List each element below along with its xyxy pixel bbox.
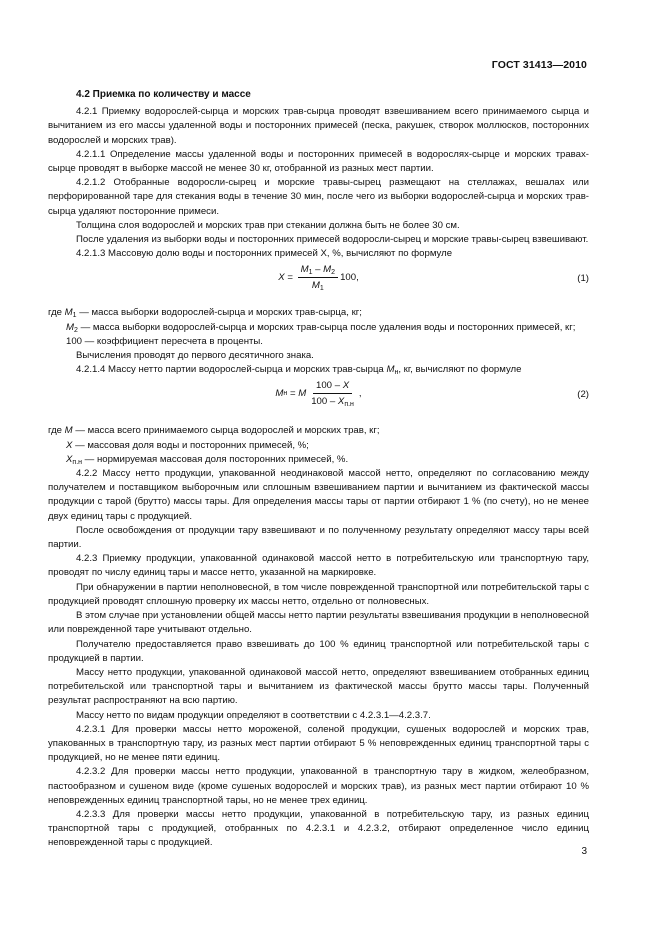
section-title: 4.2 Приемка по количеству и массе	[76, 89, 251, 100]
paragraph-4-2-3: 4.2.3 Приемку продукции, упакованной одинаковой массой нетто в потребительскую или транспортную тару, проводят по числу единиц тары и массе нетто, указанной на маркировке.	[48, 553, 589, 579]
formula-1-denominator: $M_1$	[311, 280, 324, 293]
paragraph-4-2-1-4: 4.2.1.4 Массу нетто партии водорослей-сырца и морских трав-сырца $M_н$, кг, вычисляют по формуле	[76, 364, 522, 377]
page-number: 3	[581, 846, 587, 857]
paragraph-tare-weighing: После освобождения от продукции тару взвешивают и по полученному результату определяют массу тары всей партии.	[48, 524, 589, 551]
paragraph-receiver-right: Получателю предоставляется право взвешивать до 100 % единиц транспортной или потребительской тары с продукцией в партии.	[48, 638, 589, 664]
document-header-code: ГОСТ 31413—2010	[491, 59, 587, 71]
paragraph-4-2-1-1: 4.2.1.1 Определение массы удаленной воды и посторонних примесей в водорослях-сырце и морских травах-сырце проводят в выборке массой не менее 30 кг, отобранной из разных мест партии.	[48, 148, 589, 175]
formula-2-eq: =	[289, 387, 296, 399]
where-100: 100 — коэффициент пересчета в проценты.	[66, 335, 263, 347]
document-body	[48, 88, 589, 851]
paragraph-4-2-2: 4.2.2 Массу нетто продукции, упакованной неодинаковой массой нетто, определяют по согласованию между получателем и поставщиком выборочным или сплошным взвешиванием партии и вычитанием из фактической массы продукции с тарой (брутто) массы тары. Для определения массы тары от партии отбирают 1 % (по счету), но не менее двух единиц тары с продукцией.	[48, 468, 589, 522]
where-m2: $M_2$ — масса выборки водорослей-сырца и морских трав-сырца после удаления воды и посторонних примесей, кг;	[66, 321, 576, 334]
formula-2-m: M	[298, 387, 307, 399]
paragraph-4-2-1-2: 4.2.1.2 Отобранные водоросли-сырец и морские травы-сырец размещают на стеллажах, вешалах или перфорированной таре для стекания воды в течение 30 мин, после чего из выборки водорослей-сырца и морских трав-сырца удаляют посторонние примеси.	[48, 177, 589, 217]
where-x: X — массовая доля воды и посторонних примесей, %;	[66, 439, 309, 451]
formula-1-eq: =	[287, 271, 293, 283]
formula-1-multiplier: 100,	[340, 271, 359, 283]
paragraph-4-2-1-3: 4.2.1.3 Массовую долю воды и посторонних примесей X, %, вычисляют по формуле	[76, 248, 453, 260]
paragraph-layer-thickness: Толщина слоя водорослей и морских трав при стекании должна быть не более 30 см.	[76, 219, 460, 231]
formula-2-tail: ,	[358, 387, 362, 399]
paragraph-separate-account: В этом случае при установлении общей массы нетто партии результаты взвешивания продукции в неполновесной или поврежденной таре учитывают отдельно.	[48, 610, 589, 636]
paragraph-after-removal: После удаления из выборки воды и посторонних примесей водоросли-сырец и морские травы-сырец взвешивают.	[76, 234, 589, 246]
where-m1: где $M_1$ — масса выборки водорослей-сырца и морских трав-сырца, кг;	[48, 307, 362, 320]
where-xpn: $X_{п.н}$ — нормируемая массовая доля посторонних примесей, %.	[66, 453, 349, 466]
formula-1	[48, 263, 589, 303]
formula-2-fraction	[308, 379, 357, 408]
formula-2-denominator: $100 - X_{п.н}$	[311, 396, 354, 409]
formula-2: M н = M $\frac{100 - X}{100 - X_{п.н}}$ , (2)	[275, 380, 589, 409]
calc-note: Вычисления проводят до первого десятичного знака.	[76, 350, 314, 362]
formula-1-lhs: X	[278, 271, 285, 283]
where-m: где M — масса всего принимаемого сырца водорослей и морских трав, кг;	[48, 425, 380, 437]
formula-1-number: (1)	[577, 273, 589, 285]
formula-1-fraction	[298, 263, 338, 292]
formula-2-numerator: 100 – X	[313, 379, 352, 394]
paragraph-4-2-3-1: 4.2.3.1 Для проверки массы нетто мороженой, соленой продукции, сушеных водорослей и морских трав, упакованных в транспортную тару, из разных мест партии отбирают 5 % неповрежденных единиц транспортной тары с продукцией, но не менее пяти единиц.	[48, 723, 589, 764]
formula-1-numerator: $M_1 - M_2$	[298, 263, 338, 278]
paragraph-4-2-1: 4.2.1 Приемку водорослей-сырца и морских трав-сырца проводят взвешиванием всего принимаемого сырца и вычитанием из его массы удаленной воды и посторонних примесей (песка, ракушек, створок моллюсков, посторонних водорослей и морских трав).	[48, 106, 589, 146]
paragraph-by-type: Массу нетто по видам продукции определяют в соответствии с 4.2.3.1—4.2.3.7.	[76, 709, 431, 721]
formula-2-number: (2)	[577, 389, 589, 401]
paragraph-4-2-3-2: 4.2.3.2 Для проверки массы нетто продукции, упакованной в транспортную тару в жидком, желеобразном, пастообразном и сушеном виде (кроме сушеных водорослей и морских трав), из разных мест партии отбирают 10 % неповрежденных единиц транспортной тары, но не менее трех единиц.	[48, 766, 589, 806]
paragraph-net-mass: Массу нетто продукции, упакованной одинаковой массой нетто, определяют взвешиванием отобранных единиц потребительской или транспортной тары и вычитанием из фактической массы брутто массы тары. Полученный результат распространяют на всю партию.	[48, 666, 589, 707]
paragraph-underweight: При обнаружении в партии неполновесной, в том числе поврежденной транспортной или потребительской тары с продукцией проводят сплошную проверку их массы нетто, отдельно от полновесных.	[48, 581, 589, 607]
paragraph-4-2-3-3: 4.2.3.3 Для проверки массы нетто продукции, упакованной в потребительскую тару, из разных единиц транспортной тары с продукцией, отобранных по 4.2.3.1 и 4.2.3.2, отбирают определенное число единиц неповрежденной тары с продукцией.	[48, 808, 589, 849]
